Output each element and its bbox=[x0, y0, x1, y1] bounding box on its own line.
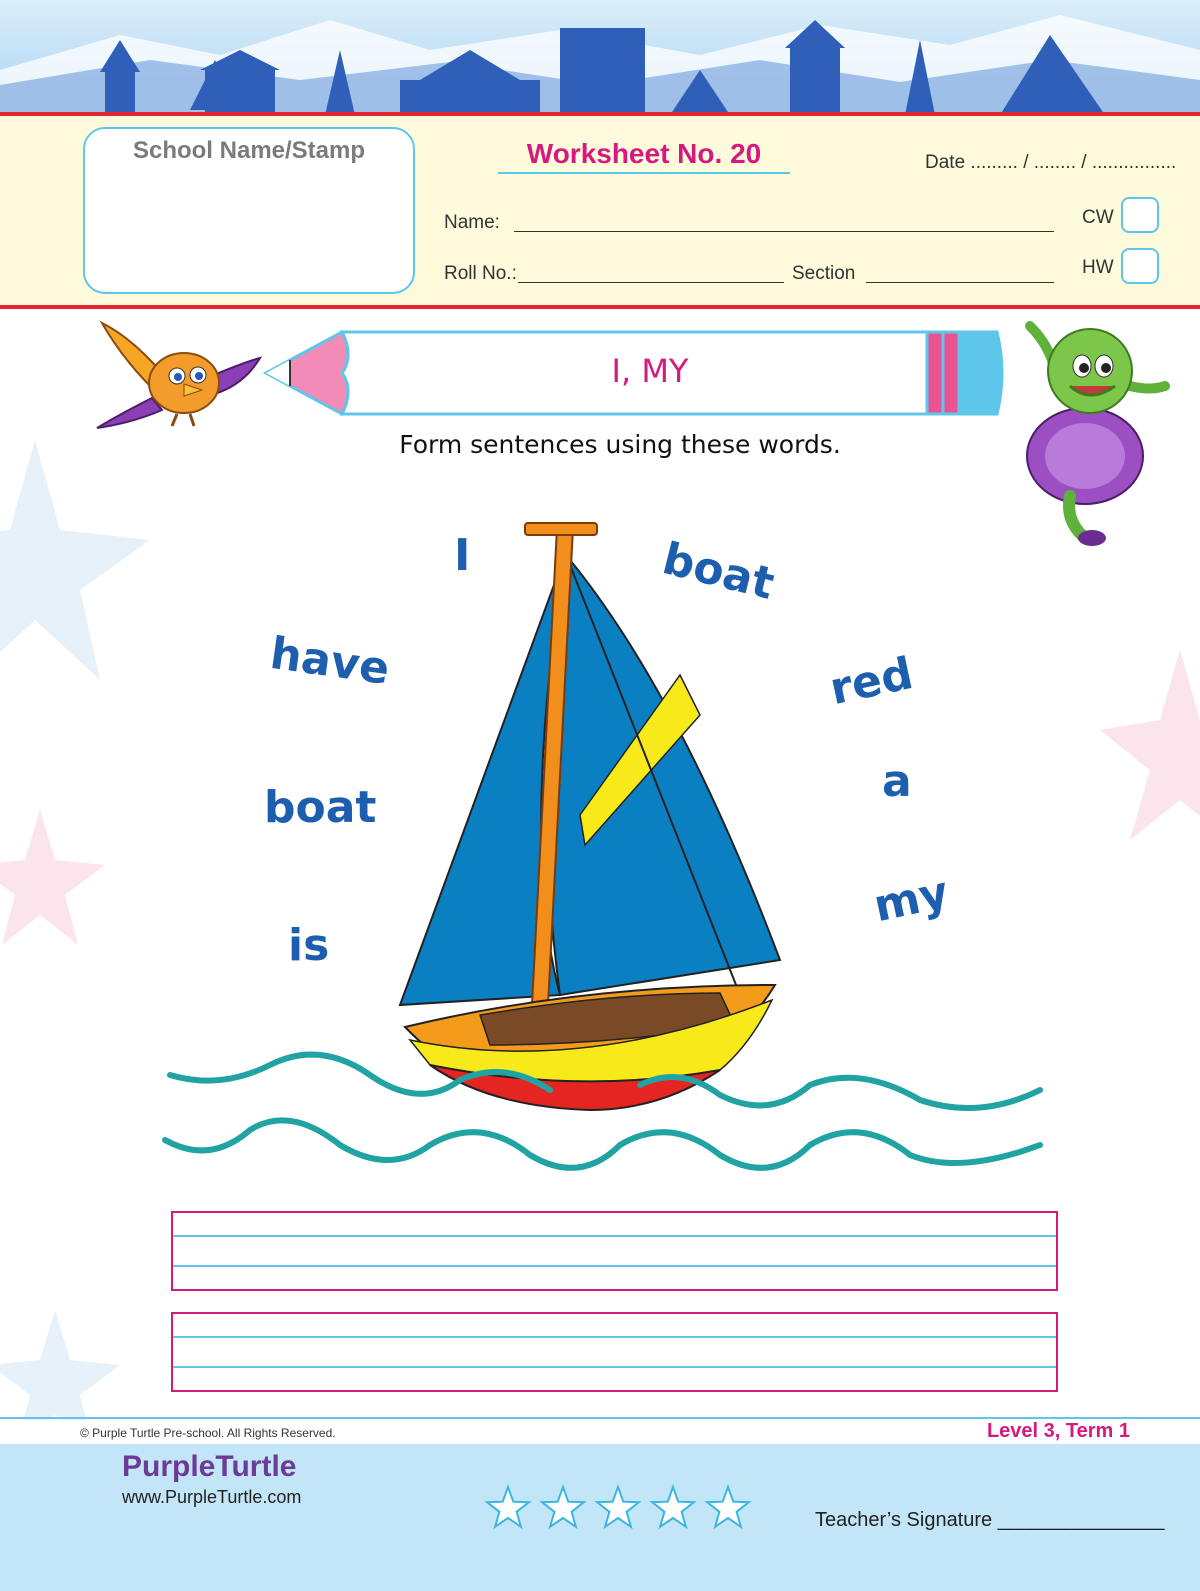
section-input-line[interactable] bbox=[866, 282, 1054, 283]
star-icon[interactable] bbox=[707, 1487, 749, 1527]
instruction-text: Form sentences using these words. bbox=[399, 430, 841, 459]
teacher-signature-field[interactable]: Teacher’s Signature _______________ bbox=[815, 1509, 1165, 1531]
star-icon[interactable] bbox=[542, 1487, 584, 1527]
word-card: boat bbox=[657, 533, 780, 610]
star-icon[interactable] bbox=[597, 1487, 639, 1527]
brand-logo: PurpleTurtle bbox=[122, 1450, 297, 1483]
word-card: red bbox=[825, 647, 918, 716]
writing-box-2[interactable] bbox=[171, 1312, 1058, 1392]
sailboat-illustration bbox=[160, 515, 1060, 1195]
roll-number-input-line[interactable] bbox=[518, 282, 784, 283]
worksheet-title: Worksheet No. 20 bbox=[498, 138, 790, 174]
word-card: have bbox=[267, 627, 393, 696]
school-stamp-label: School Name/Stamp bbox=[132, 137, 366, 164]
name-input-line[interactable] bbox=[514, 231, 1054, 232]
footer-divider bbox=[0, 1417, 1200, 1419]
cw-checkbox[interactable] bbox=[1121, 197, 1159, 233]
writing-box-1[interactable] bbox=[171, 1211, 1058, 1291]
section-label: Section bbox=[792, 263, 856, 284]
star-rating[interactable] bbox=[484, 1483, 754, 1535]
hw-checkbox[interactable] bbox=[1121, 248, 1159, 284]
skyline-banner bbox=[0, 0, 1200, 115]
word-card: a bbox=[882, 756, 912, 807]
copyright-text: © Purple Turtle Pre-school. All Rights Reserved. bbox=[80, 1426, 336, 1440]
hw-label: HW bbox=[1082, 257, 1114, 278]
word-card: boat bbox=[264, 782, 377, 833]
word-card: my bbox=[869, 866, 953, 933]
cw-label: CW bbox=[1082, 207, 1114, 228]
name-label: Name: bbox=[444, 212, 500, 233]
word-card: I bbox=[454, 530, 471, 581]
bird-icon bbox=[92, 318, 262, 436]
roll-number-label: Roll No.: bbox=[444, 263, 517, 284]
word-card: is bbox=[288, 920, 330, 971]
school-stamp-box bbox=[83, 127, 415, 294]
level-label: Level 3, Term 1 bbox=[986, 1420, 1130, 1442]
date-field[interactable]: Date ......... / ........ / ................ bbox=[925, 152, 1177, 173]
topic-title: I, MY bbox=[611, 352, 689, 390]
star-icon[interactable] bbox=[652, 1487, 694, 1527]
website-link[interactable]: www.PurpleTurtle.com bbox=[122, 1487, 302, 1507]
star-icon[interactable] bbox=[487, 1487, 529, 1527]
